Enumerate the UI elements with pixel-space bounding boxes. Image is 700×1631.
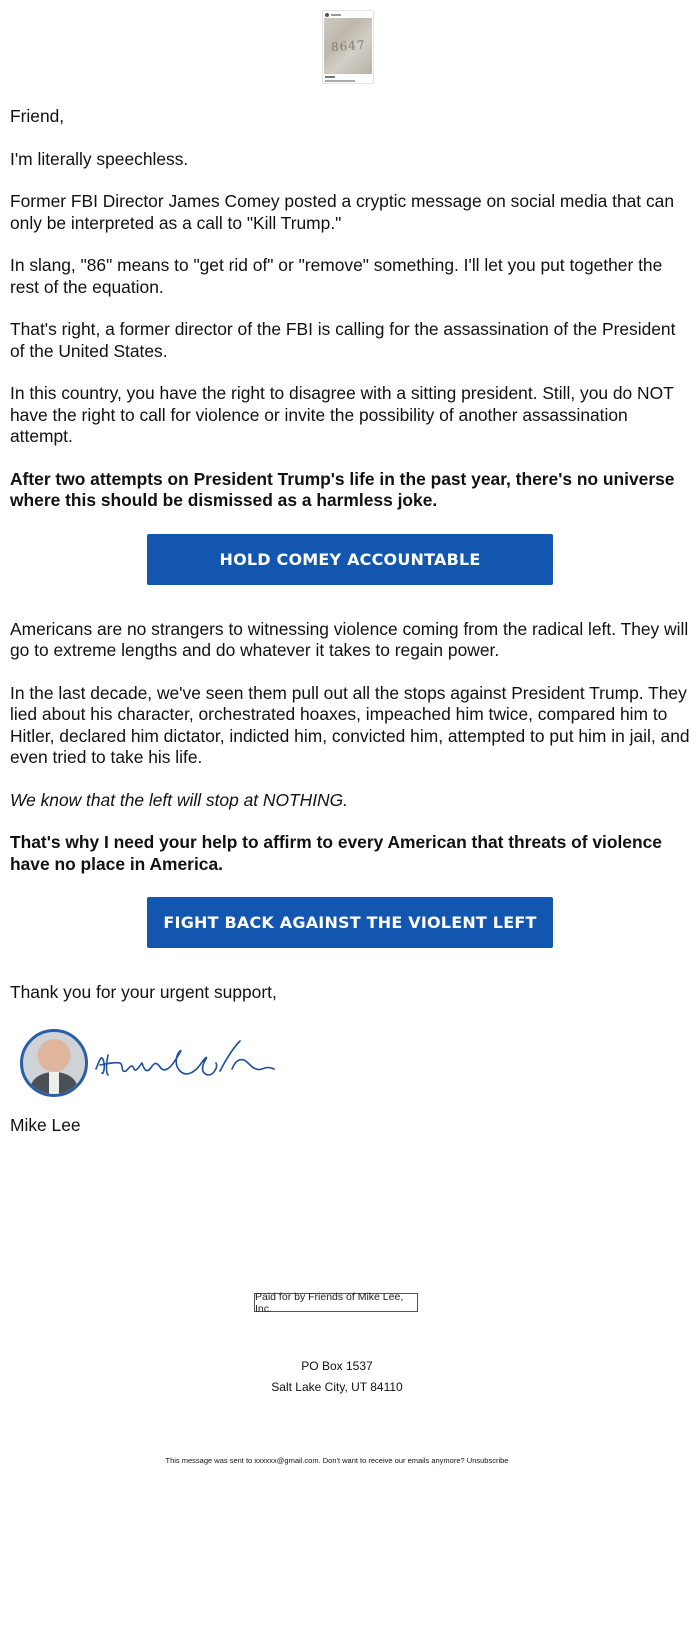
- post-header: [323, 11, 373, 18]
- headshot-avatar: [20, 1029, 88, 1097]
- legal-text: This message was sent to xxxxxx@gmail.com. Don't want to receive our emails anymore?: [165, 1456, 465, 1465]
- paragraph: In slang, "86" means to "get rid of" or "remove" something. I'll let you put together the rest of the equation.: [10, 255, 663, 297]
- paragraph: I'm literally speechless.: [10, 148, 189, 169]
- paragraph: In the last decade, we've seen them pull out all the stops against President Trump. They lied about his character, orchestrated hoaxes, impeached him twice, compared him to Hitler, declared him dictator, indicted him, convicted him, attempted to put him in jail, and even tried to take his life.: [10, 682, 690, 767]
- paid-for-disclaimer: Paid for by Friends of Mike Lee, Inc.: [254, 1293, 418, 1312]
- cta-container: [10, 534, 690, 585]
- greeting: Friend,: [10, 106, 65, 126]
- bold-statement: After two attempts on President Trump's life in the past year, there's no universe where this should be dismissed as a harmless joke.: [10, 468, 675, 510]
- email-content: [10, 106, 690, 1136]
- header-image: [322, 10, 374, 84]
- paragraph: Americans are no strangers to witnessing violence coming from the radical left. They will go to extreme lengths and do whatever it takes to regain power.: [10, 618, 689, 660]
- italic-statement: We know that the left will stop at NOTHING.: [10, 789, 348, 810]
- closing-line: Thank you for your urgent support,: [10, 982, 277, 1002]
- paragraph: In this country, you have the right to disagree with a sitting president. Still, you do NOT have the right to call for violence or invite the possibility of another assassination attempt.: [10, 383, 674, 446]
- sand-text: 8647: [330, 37, 366, 55]
- paragraph: Former FBI Director James Comey posted a cryptic message on social media that can only be interpreted as a call to "Kill Trump.": [10, 191, 674, 233]
- fight-back-button[interactable]: FIGHT BACK AGAINST THE VIOLENT LEFT: [147, 897, 553, 948]
- mailing-address: [0, 1356, 674, 1398]
- post-caption: [325, 80, 355, 82]
- avatar-shirt: [49, 1072, 59, 1094]
- signer-name: Mike Lee: [10, 1114, 81, 1135]
- cta-container: [10, 897, 690, 948]
- post-avatar-icon: [325, 13, 329, 17]
- post-handle: [331, 14, 341, 16]
- unsubscribe-link[interactable]: Unsubscribe: [466, 1456, 509, 1465]
- signature-icon: [90, 1029, 280, 1089]
- hold-comey-accountable-button[interactable]: HOLD COMEY ACCOUNTABLE: [147, 534, 553, 585]
- signature-block: [10, 1025, 690, 1105]
- paragraph: That's right, a former director of the FBI is calling for the assassination of the President of the United States.: [10, 319, 676, 361]
- address-line-1: PO Box 1537: [301, 1359, 373, 1373]
- post-actions-icon: [325, 76, 335, 78]
- footer-legal: [0, 1456, 674, 1465]
- bold-statement: That's why I need your help to affirm to every American that threats of violence have no place in America.: [10, 832, 662, 874]
- sand-photo: [324, 18, 372, 74]
- address-line-2: Salt Lake City, UT 84110: [271, 1380, 403, 1394]
